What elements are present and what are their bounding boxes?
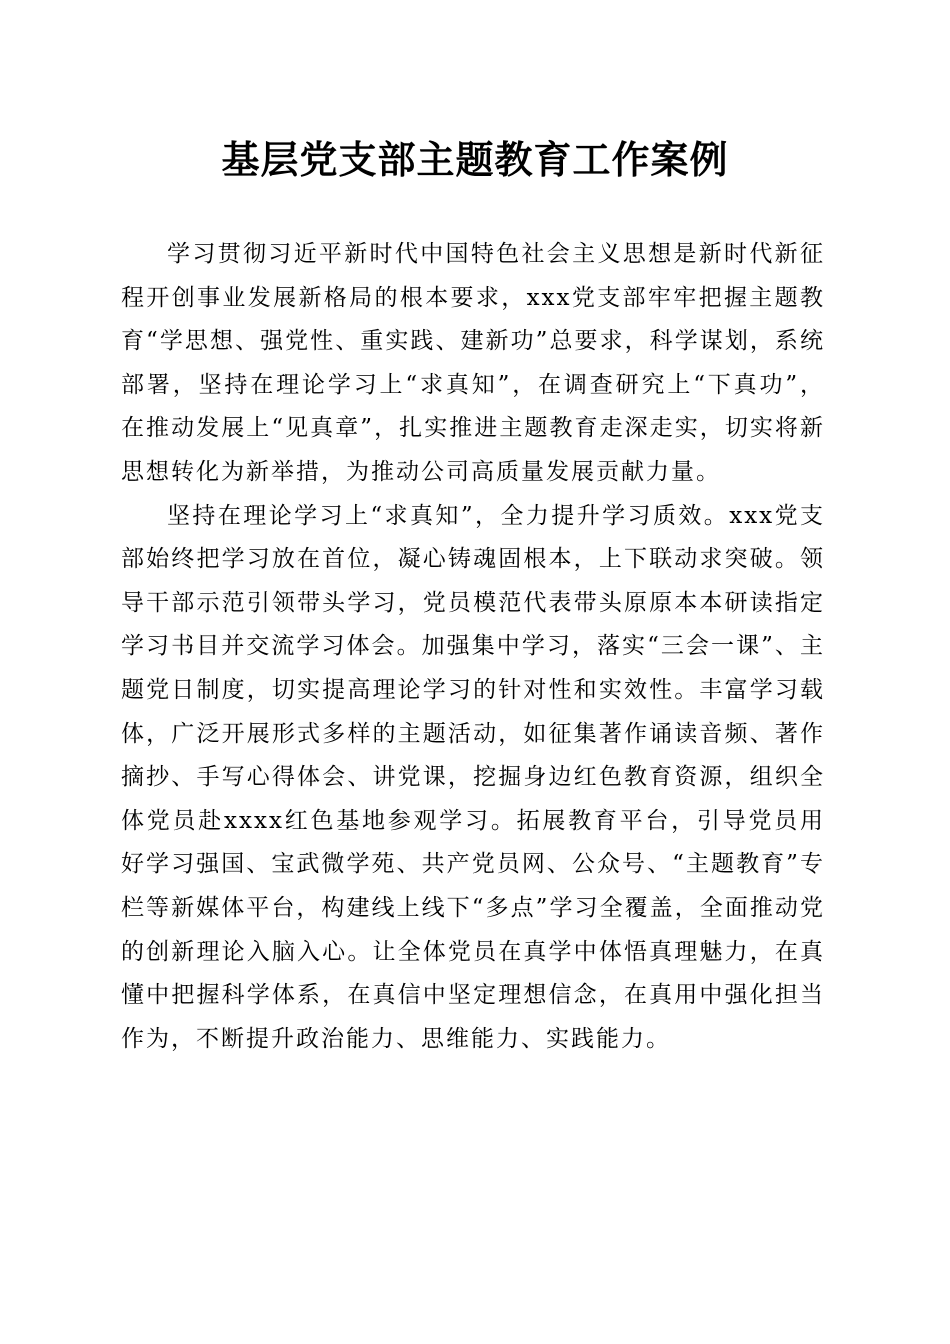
paragraph-intro: 学习贯彻习近平新时代中国特色社会主义思想是新时代新征程开创事业发展新格局的根本要求，xxx党支部牢牢把握主题教育“学思想、强党性、重实践、建新功”总要求，科学谋划，系统部署，坚持在理论学习上“求真知”，在调查研究上“下真功”，在推动发展上“见真章”，扎实推进主题教育走深走实，切实将新思想转化为新举措，为推动公司高质量发展贡献力量。 [121, 241, 825, 485]
document-body [121, 233, 825, 1061]
paragraph-theory-study: 坚持在理论学习上“求真知”，全力提升学习质效。xxx党支部始终把学习放在首位，凝心铸魂固根本，上下联动求突破。领导干部示范引领带头学习，党员模范代表带头原原本本研读指定学习书目并交流学习体会。加强集中学习，落实“三会一课”、主题党日制度，切实提高理论学习的针对性和实效性。丰富学习载体，广泛开展形式多样的主题活动，如征集著作诵读音频、著作摘抄、手写心得体会、讲党课，挖掘身边红色教育资源，组织全体党员赴xxxx红色基地参观学习。拓展教育平台，引导党员用好学习强国、宝武微学苑、共产党员网、公众号、“主题教育”专栏等新媒体平台，构建线上线下“多点”学习全覆盖，全面推动党的创新理论入脑入心。让全体党员在真学中体悟真理魅力，在真懂中把握科学体系，在真信中坚定理想信念，在真用中强化担当作为，不断提升政治能力、思维能力、实践能力。 [121, 502, 825, 1052]
document-title: 基层党支部主题教育工作案例 [221, 137, 729, 182]
